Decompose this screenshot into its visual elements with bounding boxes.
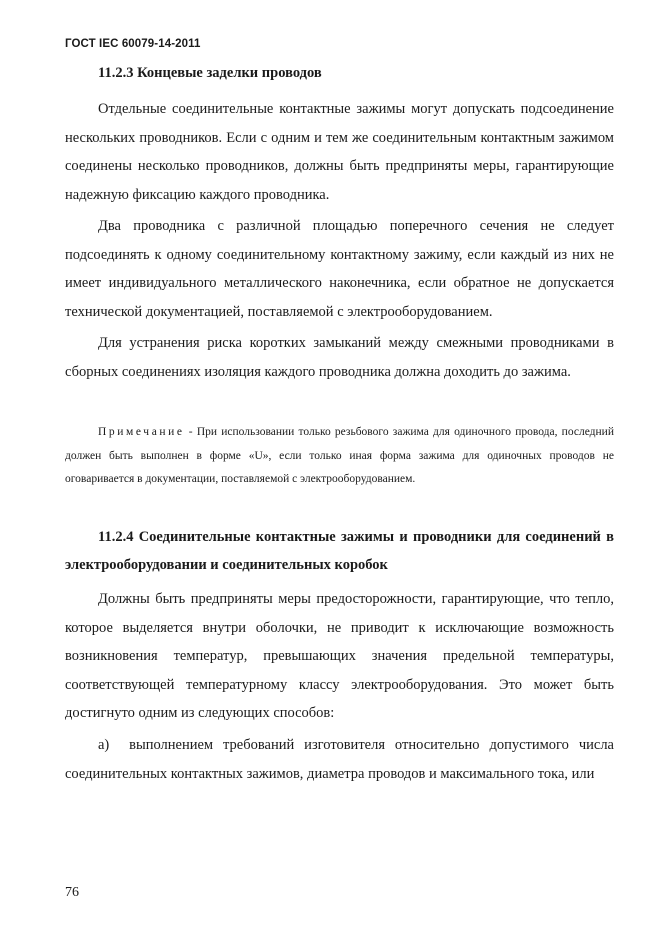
paragraph-short-circuit-risk: Для устранения риска коротких замыканий между смежными проводниками в сборных соединениях изоляция каждого проводника должна доходить до зажима.: [65, 335, 614, 380]
note-text: При использовании только резьбового зажима для одиночного провода, последний должен быть выполнен в форме «U», если только иная форма зажима для одиночных проводов не оговаривается в документации, поставляемой с электрооборудованием.: [65, 426, 614, 485]
note-label: Примечание: [98, 426, 185, 438]
list-item-a: [65, 731, 614, 788]
list-item-a-text: выполнением требований изготовителя относительно допустимого числа соединительных контактных зажимов, диаметра проводов и максимального тока, или: [65, 737, 614, 782]
document-standard-header: ГОСТ IEC 60079-14-2011: [65, 38, 201, 50]
paragraph-multiple-conductors: Отдельные соединительные контактные зажимы могут допускать подсоединение нескольких проводников. Если с одним и тем же соединительным контактным зажимом соединены несколько проводников, должны быть предприняты меры, гарантирующие надежную фиксацию каждого проводника.: [65, 101, 614, 203]
section-11-2-3-title: 11.2.3 Концевые заделки проводов: [98, 65, 322, 81]
page-number: 76: [65, 885, 79, 900]
note-screw-terminal: [65, 421, 614, 492]
list-item-a-marker: а): [98, 737, 110, 753]
section-11-2-4-title: 11.2.4 Соединительные контактные зажимы и проводники для соединений в электрооборудовании и соединительных коробок: [65, 529, 614, 573]
paragraph-different-cross-section: Два проводника с различной площадью поперечного сечения не следует подсоединять к одному соединительному контактному зажиму, если каждый из них не имеет индивидуального металлического наконечника, если обратное не допускается технической документацией, поставляемой с электрооборудованием.: [65, 218, 614, 320]
paragraph-heat-precautions: Должны быть предприняты меры предосторожности, гарантирующие, что тепло, которое выделяется внутри оболочки, не приводит к исключающие возможность возникновения температур, превышающих значения предельной температуры, соответствующей температурному классу электрооборудования. Это может быть достигнуто одним из следующих способов:: [65, 591, 614, 721]
note-separator: -: [184, 426, 197, 438]
